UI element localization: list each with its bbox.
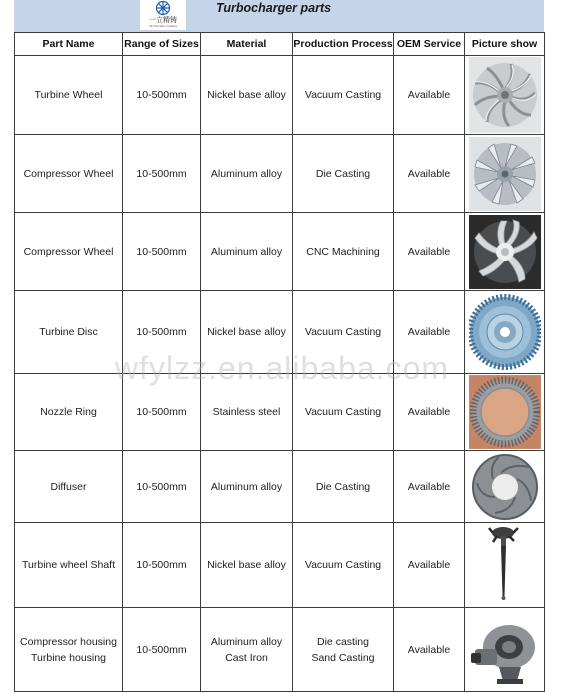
table-row	[15, 451, 545, 523]
turbo-housing-icon	[469, 610, 541, 690]
turbine-shaft-icon	[469, 524, 541, 606]
table-row	[15, 135, 545, 213]
material-cell: Stainless steel	[201, 374, 293, 451]
page-title: Turbocharger parts	[216, 1, 332, 15]
process-cell: Die Casting	[293, 135, 394, 213]
range-cell: 10-500mm	[123, 213, 201, 291]
table-row	[15, 291, 545, 374]
column-header-part-name: Part Name	[15, 33, 123, 56]
part-name-cell: Turbine wheel Shaft	[15, 523, 123, 608]
table-row	[15, 374, 545, 451]
diffuser-icon	[469, 452, 541, 522]
picture-cell	[465, 374, 545, 451]
process-line: Die casting	[317, 635, 369, 648]
material-cell: Aluminum alloy	[201, 135, 293, 213]
machined-compressor-wheel-icon	[469, 215, 541, 289]
turbine-wheel-icon	[469, 57, 541, 133]
part-name-cell	[15, 608, 123, 692]
picture-cell	[465, 135, 545, 213]
column-header-material: Material	[201, 33, 293, 56]
part-name-cell: Turbine Wheel	[15, 56, 123, 135]
column-header-range: Range of Sizes	[123, 33, 201, 56]
material-cell: Nickel base alloy	[201, 523, 293, 608]
picture-cell	[465, 523, 545, 608]
table-row	[15, 608, 545, 692]
range-cell: 10-500mm	[123, 608, 201, 692]
oem-cell: Available	[394, 56, 465, 135]
oem-cell: Available	[394, 523, 465, 608]
oem-cell: Available	[394, 608, 465, 692]
process-cell	[293, 608, 394, 692]
material-line: Aluminum alloy	[210, 635, 283, 648]
part-name-cell: Nozzle Ring	[15, 374, 123, 451]
company-logo	[140, 0, 186, 30]
logo-emblem-icon	[140, 0, 186, 16]
picture-cell	[465, 291, 545, 374]
process-cell: Vacuum Casting	[293, 291, 394, 374]
process-cell: Vacuum Casting	[293, 374, 394, 451]
table-row	[15, 213, 545, 291]
part-name-cell: Compressor Wheel	[15, 135, 123, 213]
picture-cell	[465, 56, 545, 135]
process-line: Sand Casting	[311, 651, 375, 664]
oem-cell: Available	[394, 374, 465, 451]
picture-cell	[465, 608, 545, 692]
parts-table	[14, 32, 545, 692]
material-cell: Nickel base alloy	[201, 56, 293, 135]
column-header-picture: Picture show	[465, 33, 545, 56]
process-cell: Die Casting	[293, 451, 394, 523]
range-cell: 10-500mm	[123, 451, 201, 523]
material-line: Cast Iron	[225, 651, 268, 664]
range-cell: 10-500mm	[123, 135, 201, 213]
turbine-disc-icon	[469, 292, 541, 372]
material-cell	[201, 608, 293, 692]
part-name-line: Compressor housing	[20, 635, 117, 648]
process-cell: Vacuum Casting	[293, 523, 394, 608]
range-cell: 10-500mm	[123, 56, 201, 135]
part-name-cell: Compressor Wheel	[15, 213, 123, 291]
logo-subtext: Yili Precision Casting	[148, 24, 178, 28]
part-name-line: Turbine housing	[31, 651, 106, 664]
part-name-cell: Diffuser	[15, 451, 123, 523]
oem-cell: Available	[394, 451, 465, 523]
oem-cell: Available	[394, 291, 465, 374]
material-cell: Aluminum alloy	[201, 213, 293, 291]
range-cell: 10-500mm	[123, 374, 201, 451]
table-row	[15, 56, 545, 135]
part-name-cell: Turbine Disc	[15, 291, 123, 374]
logo-text: 一立精铸	[149, 16, 177, 24]
oem-cell: Available	[394, 213, 465, 291]
range-cell: 10-500mm	[123, 291, 201, 374]
table-row	[15, 523, 545, 608]
picture-cell	[465, 451, 545, 523]
column-header-process: Production Process	[293, 33, 394, 56]
process-cell: Vacuum Casting	[293, 56, 394, 135]
picture-cell	[465, 213, 545, 291]
oem-cell: Available	[394, 135, 465, 213]
compressor-wheel-icon	[469, 137, 541, 211]
column-header-oem: OEM Service	[394, 33, 465, 56]
nozzle-ring-icon	[469, 375, 541, 449]
watermark: wfylzz.en.alibaba.com	[114, 350, 450, 386]
process-cell: CNC Machining	[293, 213, 394, 291]
material-cell: Aluminum alloy	[201, 451, 293, 523]
range-cell: 10-500mm	[123, 523, 201, 608]
material-cell: Nickel base alloy	[201, 291, 293, 374]
table-header-row	[15, 33, 545, 56]
